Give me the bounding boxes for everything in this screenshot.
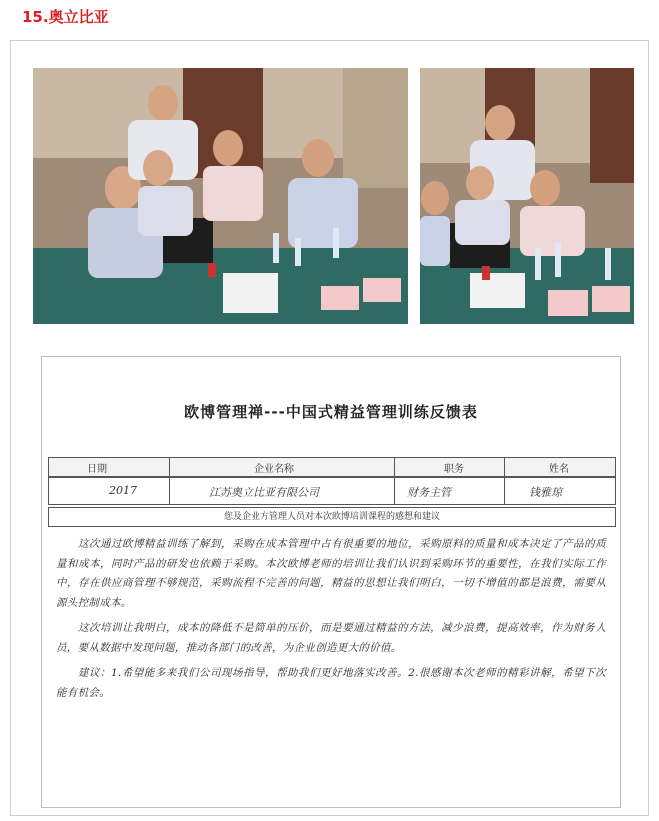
meeting-photo-left — [33, 68, 408, 324]
value-date: 2017 — [109, 484, 137, 497]
feedback-form — [41, 356, 621, 808]
header-position: 职务 — [444, 464, 464, 475]
value-name: 钱雅琼 — [529, 486, 562, 499]
section-heading: 15.奥立比亚 — [22, 8, 109, 26]
handwritten-feedback — [56, 535, 606, 703]
feedback-paragraph: 这次培训让我明白，成本的降低不是简单的压价，而是要通过精益的方法，减少浪费，提高效率，作为财务人员，要从数据中发现问题，推动各部门的改善，为企业创造更大的价值。 — [56, 622, 606, 654]
feedback-paragraph: 这次通过欧博精益训练了解到，采购在成本管理中占有很重要的地位，采购原料的质量和成本决定了产品的质量和成本，同时产品的研发也依赖于采购。本次欧博老师的培训让我们认识到采购环节的重要性，在我们实际工作中，存在供应商管理不够规范，采购流程不完善的问题，精益的思想让我们明白，一切不增值的都是浪费，需要从源头控制成本。 — [56, 538, 606, 609]
content-frame — [10, 40, 649, 816]
value-company: 江苏奥立比亚有限公司 — [209, 486, 319, 499]
header-date: 日期 — [87, 464, 107, 475]
header-name: 姓名 — [549, 464, 569, 475]
form-value-row — [48, 477, 616, 505]
form-title: 欧博管理禅---中国式精益管理训练反馈表 — [184, 403, 478, 421]
feedback-paragraph: 建议：1.希望能多来我们公司现场指导，帮助我们更好地落实改善。2.很感谢本次老师的精彩讲解，希望下次能有机会。 — [56, 667, 606, 699]
value-position: 财务主管 — [407, 486, 451, 499]
meeting-photo-right — [420, 68, 634, 324]
header-company: 企业名称 — [254, 464, 294, 475]
form-subheader: 您及企业方管理人员对本次欧博培训课程的感想和建议 — [48, 507, 616, 527]
form-header-row — [48, 457, 616, 477]
